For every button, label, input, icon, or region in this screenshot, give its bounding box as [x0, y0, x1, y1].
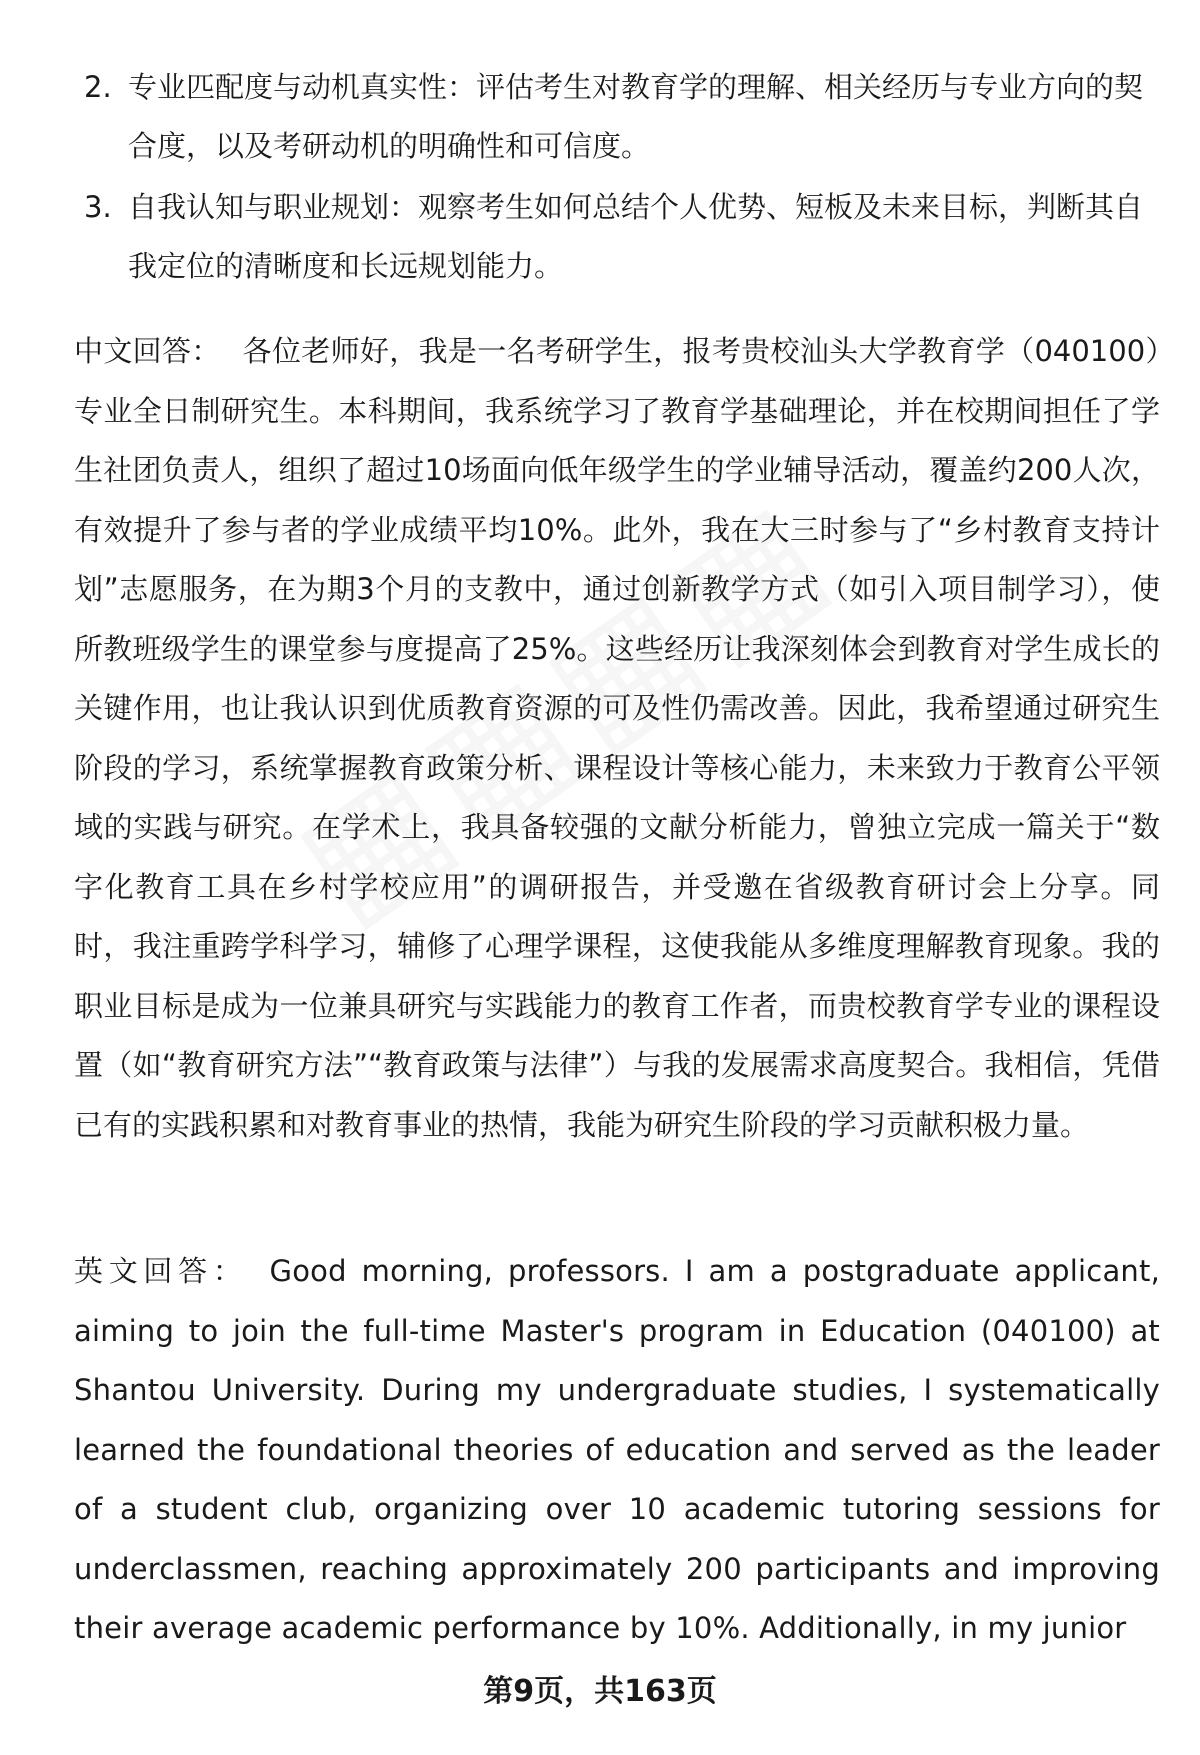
english-answer-text: Good morning, professors. I am a postgraduate applicant, aiming to join the full-time Master's program in Education (040100) at Shantou University. During my undergraduate studies, I systematically learned the foundational theories of education and served as the leader of a student club, organizing over 10 academic tutoring sessions for underclassmen, reaching approximately 200 participants and improving their average academic performance by 10%. Additionally, in my junior [74, 1254, 1160, 1645]
chinese-answer-text: 各位老师好，我是一名考研学生，报考贵校汕头大学教育学（040100）专业全日制研究生。本科期间，我系统学习了教育学基础理论，并在校期间担任了学生社团负责人，组织了超过10场面向低年级学生的学业辅导活动，覆盖约200人次，有效提升了参与者的学业成绩平均10%。此外，我在大三时参与了“乡村教育支持计划”志愿服务，在为期3个月的支教中，通过创新教学方式（如引入项目制学习），使所教班级学生的课堂参与度提高了25%。这些经历让我深刻体会到教育对学生成长的关键作用，也让我认识到优质教育资源的可及性仍需改善。因此，我希望通过研究生阶段的学习，系统掌握教育政策分析、课程设计等核心能力，未来致力于教育公平领域的实践与研究。在学术上，我具备较强的文献分析能力，曾独立完成一篇关于“数字化教育工具在乡村学校应用”的调研报告，并受邀在省级教育研讨会上分享。同时，我注重跨学科学习，辅修了心理学课程，这使我能从多维度理解教育现象。我的职业目标是成为一位兼具研究与实践能力的教育工作者，而贵校教育学专业的课程设置（如“教育研究方法”“教育政策与法律”）与我的发展需求高度契合。我相信，凭借已有的实践积累和对教育事业的热情，我能为研究生阶段的学习贡献积极力量。 [74, 334, 1160, 1142]
list-item [74, 178, 1144, 296]
page-number-indicator: 第9页，共163页 [483, 1674, 717, 1709]
list-item-number: 2. [84, 70, 112, 104]
english-answer-paragraph [74, 1242, 1160, 1659]
evaluation-criteria-list [74, 58, 1144, 298]
chinese-answer-paragraph [74, 322, 1160, 1155]
list-item [74, 58, 1144, 176]
page-footer [0, 1672, 1200, 1712]
list-item-number: 3. [84, 190, 112, 224]
list-item-text: 自我认知与职业规划：观察考生如何总结个人优势、短板及未来目标，判断其自我定位的清晰度和长远规划能力。 [128, 190, 1144, 283]
english-answer-label: 英文回答： [74, 1254, 248, 1288]
chinese-answer-label: 中文回答： [74, 334, 221, 368]
list-item-text: 专业匹配度与动机真实性：评估考生对教育学的理解、相关经历与专业方向的契合度，以及考研动机的明确性和可信度。 [128, 70, 1144, 163]
